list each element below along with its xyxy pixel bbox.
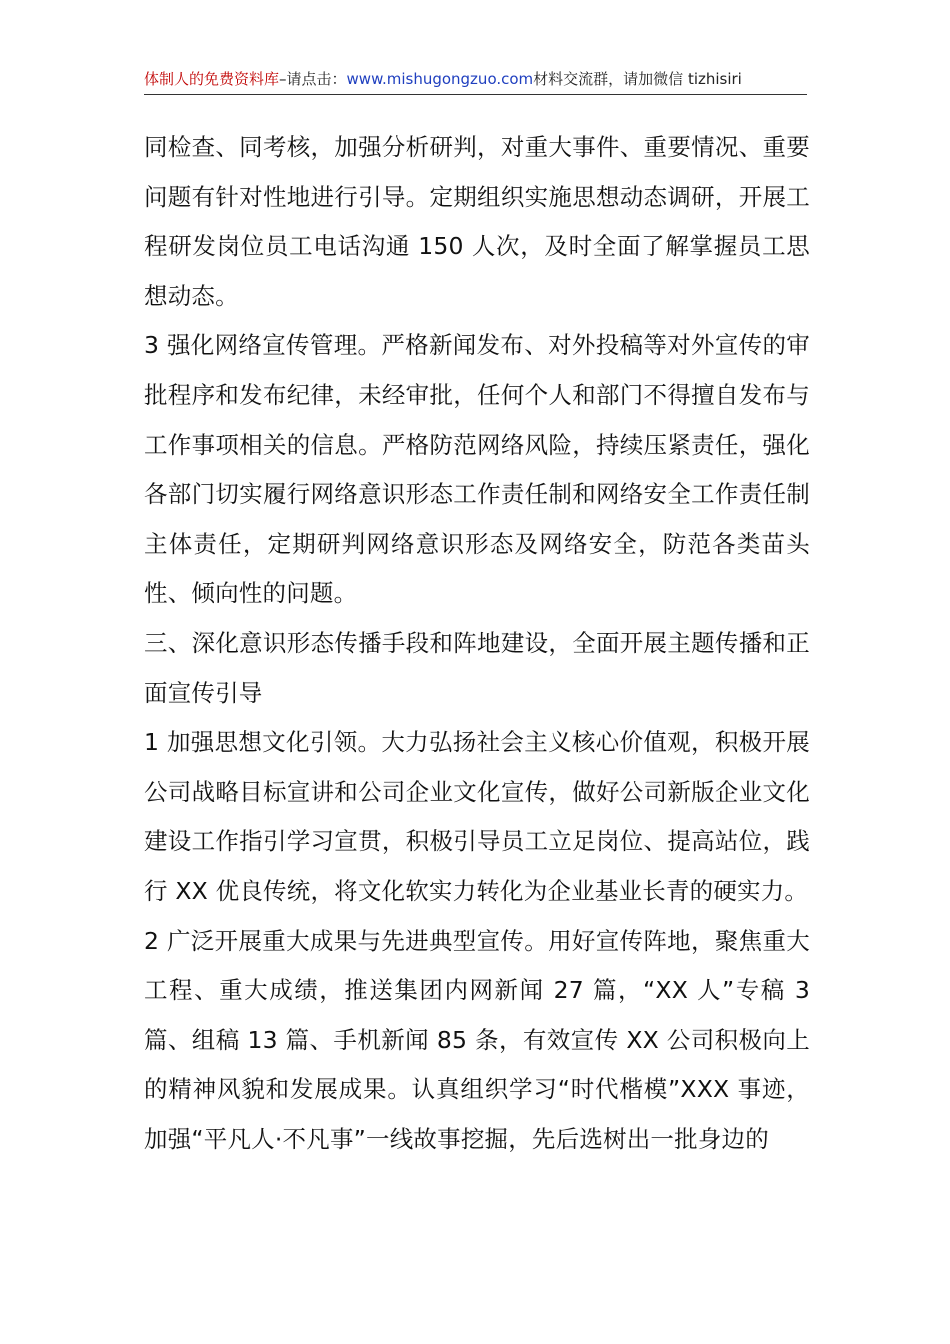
header-site-link[interactable]: www.mishugongzuo.com: [346, 70, 534, 88]
header-brand: 体制人的免费资料库: [144, 70, 280, 88]
paragraph-4: 2 广泛开展重大成果与先进典型宣传。用好宣传阵地，聚焦重大工程、重大成绩，推送集团内网新闻 27 篇，“XX 人”专稿 3 篇、组稿 13 篇、手机新闻 85 条，有效宣传 XX 公司积极向上的精神风貌和发展成果。认真组织学习“时代楷模”XXX 事迹，加强“平凡人·不凡事”一线故事挖掘，先后选树出一批身边的: [144, 926, 810, 1153]
paragraph-1: 同检查、同考核，加强分析研判，对重大事件、重要情况、重要问题有针对性地进行引导。定期组织实施思想动态调研，开展工程研发岗位员工电话沟通 150 人次，及时全面了解掌握员工思想动态。: [144, 133, 810, 310]
header-note: 材料交流群，请加微信 tizhisiri: [533, 70, 742, 88]
section-heading: 三、深化意识形态传播手段和阵地建设，全面开展主题传播和正面宣传引导: [144, 628, 810, 707]
page-header: [144, 68, 807, 95]
header-prompt: –请点击：: [279, 70, 347, 88]
document-body: [144, 123, 810, 1164]
paragraph-2: 3 强化网络宣传管理。严格新闻发布、对外投稿等对外宣传的审批程序和发布纪律，未经审批，任何个人和部门不得擅自发布与工作事项相关的信息。严格防范网络风险，持续压紧责任，强化各部门切实履行网络意识形态工作责任制和网络安全工作责任制主体责任，定期研判网络意识形态及网络安全，防范各类苗头性、倾向性的问题。: [144, 331, 810, 608]
paragraph-3: 1 加强思想文化引领。大力弘扬社会主义核心价值观，积极开展公司战略目标宣讲和公司企业文化宣传，做好公司新版企业文化建设工作指引学习宣贯，积极引导员工立足岗位、提高站位，践行 XX 优良传统，将文化软实力转化为企业基业长青的硬实力。: [144, 728, 810, 905]
